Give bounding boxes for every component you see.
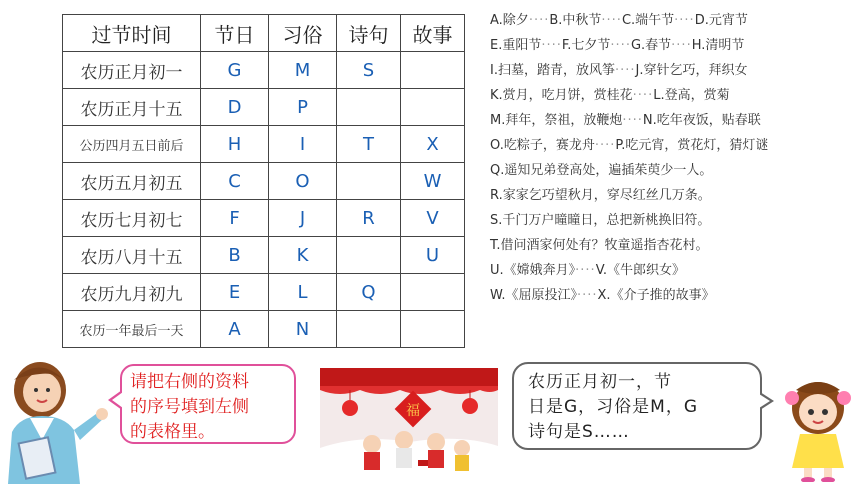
instruction-line-1: 请把右侧的资料	[130, 372, 249, 392]
header-story: 故事	[401, 15, 465, 52]
poem-cell[interactable]: S	[337, 52, 401, 89]
option-item: W.《屈原投江》	[490, 288, 577, 303]
table-row	[63, 52, 465, 89]
option-item: D.元宵节	[694, 13, 748, 28]
custom-cell[interactable]: N	[269, 311, 337, 348]
festival-cell[interactable]: B	[201, 237, 269, 274]
poem-cell[interactable]: Q	[337, 274, 401, 311]
leader-dots: ····	[528, 13, 550, 28]
poem-cell[interactable]	[337, 311, 401, 348]
example-bubble	[512, 362, 762, 450]
poem-cell[interactable]	[337, 237, 401, 274]
option-item: S.千门万户曈曈日，总把新桃换旧符。	[490, 213, 711, 228]
festival-table	[62, 14, 465, 348]
option-item: B.中秋节	[549, 13, 602, 28]
option-item: V.《牛郎织女》	[595, 263, 686, 278]
story-cell[interactable]: V	[401, 200, 465, 237]
option-line	[490, 283, 856, 308]
festival-cell[interactable]: H	[201, 126, 269, 163]
date-cell: 农历一年最后一天	[63, 311, 201, 348]
option-item: F.七夕节	[561, 38, 611, 53]
option-line	[490, 158, 856, 183]
date-cell: 农历正月初一	[63, 52, 201, 89]
option-item: M.拜年，祭祖，放鞭炮	[490, 113, 623, 128]
option-item: E.重阳节	[490, 38, 542, 53]
date-cell: 农历五月初五	[63, 163, 201, 200]
custom-cell[interactable]: M	[269, 52, 337, 89]
leader-dots: ····	[601, 13, 622, 28]
festival-cell[interactable]: C	[201, 163, 269, 200]
option-item: R.家家乞巧望秋月，穿尽红丝几万条。	[490, 188, 711, 203]
header-date: 过节时间	[63, 15, 201, 52]
leader-dots: ····	[575, 263, 596, 278]
festival-cell[interactable]: A	[201, 311, 269, 348]
story-cell[interactable]	[401, 89, 465, 126]
table-row	[63, 89, 465, 126]
table-row	[63, 274, 465, 311]
date-cell: 农历正月十五	[63, 89, 201, 126]
header-custom: 习俗	[269, 15, 337, 52]
festival-scene-picture	[320, 368, 498, 478]
poem-cell[interactable]: R	[337, 200, 401, 237]
example-line-2: 日是G，习俗是M，G	[528, 397, 699, 417]
table-row	[63, 200, 465, 237]
date-cell: 农历七月初七	[63, 200, 201, 237]
leader-dots: ····	[541, 38, 562, 53]
leader-dots: ····	[610, 38, 631, 53]
festival-cell[interactable]: G	[201, 52, 269, 89]
option-item: C.端午节	[621, 13, 675, 28]
leader-dots: ····	[614, 63, 636, 78]
option-line	[490, 83, 856, 108]
story-cell[interactable]: W	[401, 163, 465, 200]
option-item: K.赏月，吃月饼，赏桂花	[490, 88, 633, 103]
option-item: L.登高，赏菊	[653, 88, 730, 103]
story-cell[interactable]	[401, 274, 465, 311]
bubble-tail-inner	[759, 394, 770, 408]
custom-cell[interactable]: L	[269, 274, 337, 311]
option-item: A.除夕	[490, 13, 529, 28]
option-item: P.吃元宵，赏花灯，猜灯谜	[615, 138, 769, 153]
header-festival: 节日	[201, 15, 269, 52]
option-item: Q.遥知兄弟登高处，遍插茱萸少一人。	[490, 163, 713, 178]
instruction-line-2: 的序号填到左侧	[130, 397, 249, 417]
instruction-line-3: 的表格里。	[130, 422, 215, 442]
option-line	[490, 133, 856, 158]
option-line	[490, 233, 856, 258]
option-line	[490, 258, 856, 283]
header-poem: 诗句	[337, 15, 401, 52]
table-row	[63, 237, 465, 274]
option-line	[490, 8, 856, 33]
custom-cell[interactable]: I	[269, 126, 337, 163]
option-line	[490, 208, 856, 233]
option-line	[490, 108, 856, 133]
poem-cell[interactable]: T	[337, 126, 401, 163]
option-item: X.《介子推的故事》	[597, 288, 715, 303]
example-line-1: 农历正月初一，节	[528, 372, 672, 392]
options-list	[490, 8, 856, 308]
option-item: N.吃年夜饭，贴春联	[642, 113, 761, 128]
example-line-3: 诗句是S……	[528, 422, 630, 442]
date-cell: 农历八月十五	[63, 237, 201, 274]
custom-cell[interactable]: K	[269, 237, 337, 274]
festival-cell[interactable]: F	[201, 200, 269, 237]
option-item: H.清明节	[691, 38, 745, 53]
option-item: T.借问酒家何处有？牧童遥指杏花村。	[490, 238, 709, 253]
date-cell: 农历九月初九	[63, 274, 201, 311]
leader-dots: ····	[671, 38, 692, 53]
story-cell[interactable]: X	[401, 126, 465, 163]
instruction-bubble	[120, 364, 296, 444]
teacher-figure	[0, 360, 112, 484]
custom-cell[interactable]: P	[269, 89, 337, 126]
fu-character: 福	[406, 403, 420, 419]
festival-cell[interactable]: E	[201, 274, 269, 311]
option-line	[490, 33, 856, 58]
custom-cell[interactable]: O	[269, 163, 337, 200]
option-line	[490, 183, 856, 208]
festival-cell[interactable]: D	[201, 89, 269, 126]
table-row	[63, 311, 465, 348]
date-cell: 公历四月五日前后	[63, 126, 201, 163]
option-item: G.春节	[630, 38, 672, 53]
leader-dots: ····	[674, 13, 695, 28]
custom-cell[interactable]: J	[269, 200, 337, 237]
bubble-tail-inner	[112, 392, 123, 408]
story-cell[interactable]	[401, 311, 465, 348]
option-line	[490, 58, 856, 83]
option-item: J.穿针乞巧，拜织女	[635, 63, 748, 78]
story-cell[interactable]	[401, 52, 465, 89]
story-cell[interactable]: U	[401, 237, 465, 274]
option-item: O.吃粽子，赛龙舟	[490, 138, 595, 153]
poem-cell[interactable]	[337, 163, 401, 200]
girl-figure	[782, 378, 854, 482]
table-header-row	[63, 15, 465, 52]
poem-cell[interactable]	[337, 89, 401, 126]
leader-dots: ····	[577, 288, 598, 303]
option-item: U.《嫦娥奔月》	[490, 263, 576, 278]
option-item: I.扫墓，踏青，放风筝	[490, 63, 615, 78]
leader-dots: ····	[622, 113, 643, 128]
table-row	[63, 163, 465, 200]
leader-dots: ····	[594, 138, 616, 153]
table-row	[63, 126, 465, 163]
leader-dots: ····	[632, 88, 654, 103]
